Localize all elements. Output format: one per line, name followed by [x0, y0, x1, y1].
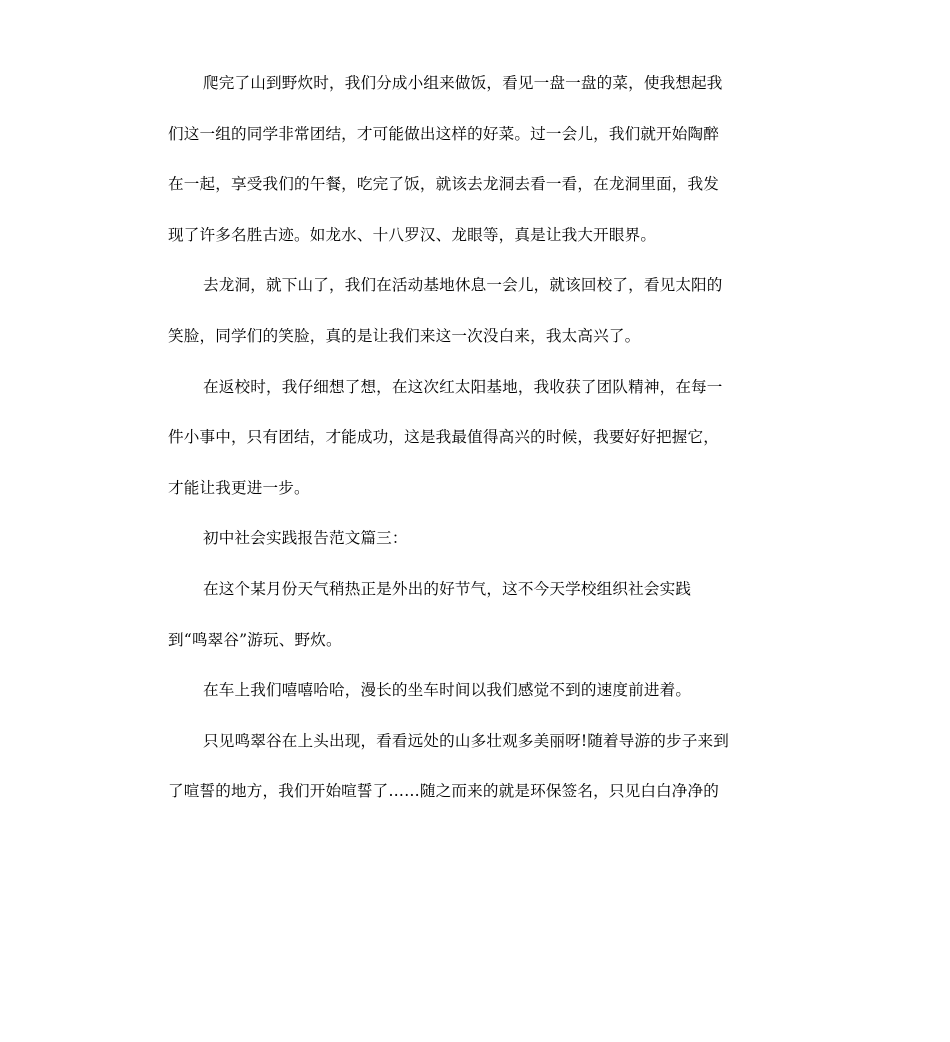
text-line-9: 才能让我更进一步。 — [168, 478, 310, 497]
text-line-6: 笑脸，同学们的笑脸，真的是让我们来这一次没白来，我太高兴了。 — [168, 326, 641, 345]
text-line-3: 在一起，享受我们的午餐，吃完了饭，就该去龙洞去看一看，在龙洞里面，我发 — [168, 175, 720, 194]
text-line-15: 了喧誓的地方，我们开始喧誓了……随之而来的就是环保签名，只见白白净净的 — [168, 782, 720, 801]
text-line-13: 在车上我们嘻嘻哈哈，漫长的坐车时间以我们感觉不到的速度前进着。 — [203, 681, 692, 700]
text-line-7: 在返校时，我仔细想了想，在这次红太阳基地，我收获了团队精神，在每一 — [203, 377, 723, 396]
text-line-14: 只见鸣翠谷在上头出现，看看远处的山多壮观多美丽呀!随着导游的步子来到 — [203, 731, 729, 750]
text-line-1: 爬完了山到野炊时，我们分成小组来做饭，看见一盘一盘的菜，使我想起我 — [203, 74, 723, 92]
document-body — [168, 58, 782, 817]
section-heading: 初中社会实践报告范文篇三： — [203, 529, 408, 548]
text-line-8: 件小事中，只有团结，才能成功，这是我最值得高兴的时候，我要好好把握它， — [168, 428, 720, 447]
text-line-5: 去龙洞，就下山了，我们在活动基地休息一会儿，就该回校了，看见太阳的 — [203, 276, 723, 295]
text-line-11: 在这个某月份天气稍热正是外出的好节气，这不今天学校组织社会实践 — [203, 579, 692, 598]
text-line-2: 们这一组的同学非常团结，才可能做出这样的好菜。过一会儿，我们就开始陶醉 — [168, 124, 720, 143]
text-line-4: 现了许多名胜古迹。如龙水、十八罗汉、龙眼等，真是让我大开眼界。 — [168, 225, 657, 244]
text-line-12: 到“鸣翠谷”游玩、野炊。 — [168, 630, 342, 649]
